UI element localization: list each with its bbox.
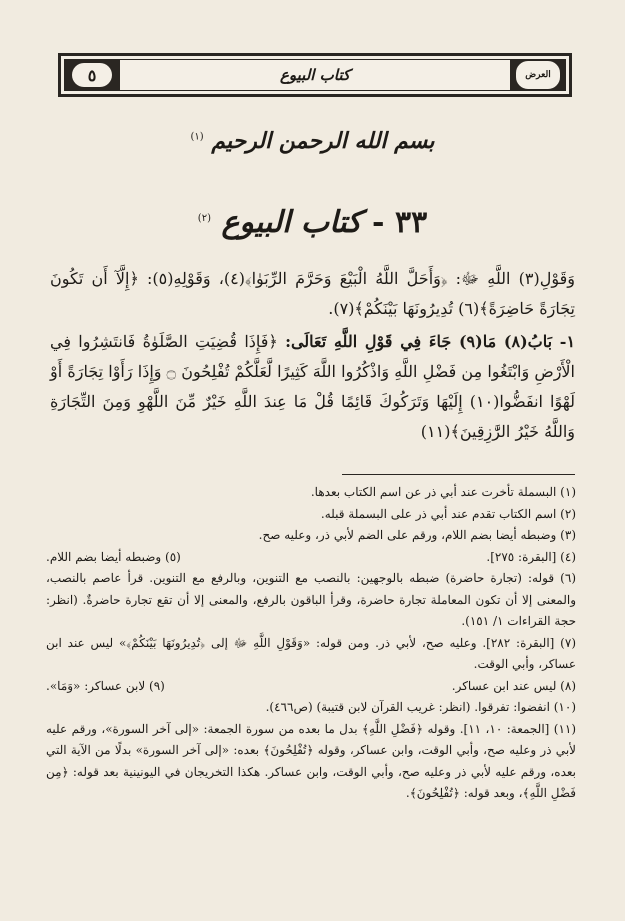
footnotes xyxy=(46,482,576,805)
emblem-icon: العرض xyxy=(516,61,560,89)
bab-line-1: ﴿فَإِذَا قُضِيَتِ الصَّلَوٰةُ فَانتَشِرُوا فِي الْأَرْضِ وَابْتَغُوا xyxy=(50,332,575,381)
running-title: كتاب البيوع xyxy=(279,66,351,84)
chapter-footnote-ref: (٢) xyxy=(197,213,211,224)
running-header xyxy=(58,53,572,97)
intro-line-1: وَقَوْلِ(٣) اللَّهِ ﷻ: ﴿وَأَحَلَّ اللَّهُ الْبَيْعَ وَحَرَّمَ الرِّبَوٰا﴾(٤)، وَقَوْلِهِ(٥): ﴿إِلَّآ أَن تَكُونَ xyxy=(50,269,576,288)
header-emblem xyxy=(510,59,566,91)
footnote-9: (٩) لابن عساكر: «وَمَا». xyxy=(46,678,165,693)
footnote-10: (١٠) انفضوا: تفرقوا. (انظر: غريب القرآن لابن قتيبة) (ص٤٦٦). xyxy=(265,700,576,714)
intro-paragraph xyxy=(50,264,575,324)
page-number: ٥ xyxy=(72,63,112,87)
page-number-box xyxy=(64,59,120,91)
footnote-2: (٢) اسم الكتاب تقدم عند أبي ذر على البسملة قبله. xyxy=(320,506,576,521)
footnote-4: (٤) [البقرة: ٢٧٥]. xyxy=(486,549,576,564)
bab-paragraph xyxy=(50,327,575,447)
basmala-footnote-ref: (١) xyxy=(190,131,204,143)
footnote-row-8-9 xyxy=(46,676,576,698)
basmala-text: بسم الله الرحمن الرحيم xyxy=(211,128,435,154)
basmala xyxy=(0,128,625,154)
bab-line-2: مِن فَضْلِ اللَّهِ وَاذْكُرُوا اللَّهَ كَثِيرًا لَّعَلَّكُمْ تُفْلِحُونَ ۝ وَإِذَا رَأَوْا تِجَارَةً أَوْ لَهْوًا انفَضُّوا(١٠) إِلَيْهَا xyxy=(50,362,575,411)
bab-heading: ١- بَابُ(٨) مَا(٩) جَاءَ فِي قَوْلِ اللَّهِ تَعَالَى: xyxy=(285,332,576,351)
footnote-separator xyxy=(342,474,575,475)
footnote-6: (٦) قوله: (تجارة حاضرة) ضبطه بالوجهين: بالنصب مع التنوين، وبالرفع مع التنوين. قرأ عاصم بالنصب، والمعنى إلا أن تكون المعاملة تجارة حاضرة، وقرأ الباقون بالرفع، والمعنى إلا أن تقع تجارة حاضرةٌ. (انظر: حجة القراءات ١/ ١٥١). xyxy=(46,571,576,628)
chapter-heading xyxy=(0,205,625,240)
chapter-title: كتاب البيوع xyxy=(221,205,362,240)
footnote-5: (٥) وضبطه أيضا بضم اللام. xyxy=(46,549,181,564)
intro-line-2: تِجَارَةً حَاضِرَةً﴾(٦) تُدِيرُونَهَا بَيْنَكُمْ﴾(٧). xyxy=(328,299,575,318)
footnote-3: (٣) وضبطه أيضا بضم اللام، ورقم على الضم لأبي ذر، وعليه صح. xyxy=(258,528,576,542)
footnote-7: (٧) [البقرة: ٢٨٢]. وعليه صح، لأبي ذر. ومن قوله: «وَقَوْلِ اللَّهِ ﷻ إلى ﴿تُدِيرُونَهَا بَيْنَكُمْ﴾» ليس عند ابن عساكر، وأبي الوقت. xyxy=(46,635,577,671)
chapter-number: ٣٣ - xyxy=(372,205,428,240)
footnote-11: (١١) [الجمعة: ١٠، ١١]. وقوله ﴿فَضْلِ اللَّهِ﴾ بدل ما بعده من سورة الجمعة: «إلى آخر السورة»، ورقم عليه لأبي ذر وعليه صح، وأبي الوقت، وابن عساكر، وقوله ﴿تُفْلِحُونَ﴾ بعده: «إلى آخر السورة» بدلًا من الآية التي بعده، ورقم عليه لأبي ذر وعليه صح، وأبي الوقت، وابن عساكر. هكذا التخريجان في اليونينية بعد قوله: ﴿مِن فَضْلِ اللَّهِ﴾، وبعد قوله: ﴿تُفْلِحُونَ﴾. xyxy=(46,721,577,800)
main-text xyxy=(50,264,575,450)
bab-line-3: وَتَرَكُوكَ قَائِمًا قُلْ مَا عِندَ اللَّهِ خَيْرٌ مِّنَ اللَّهْوِ وَمِنَ التِّجَارَةِ وَاللَّهُ خَيْرُ الرَّٰزِقِينَ﴾(١١) xyxy=(50,392,575,441)
footnote-1: (١) البسملة تأخرت عند أبي ذر عن اسم الكتاب بعدها. xyxy=(310,485,576,499)
footnote-row-4-5 xyxy=(46,547,576,569)
footnote-8: (٨) ليس عند ابن عساكر. xyxy=(451,678,576,693)
